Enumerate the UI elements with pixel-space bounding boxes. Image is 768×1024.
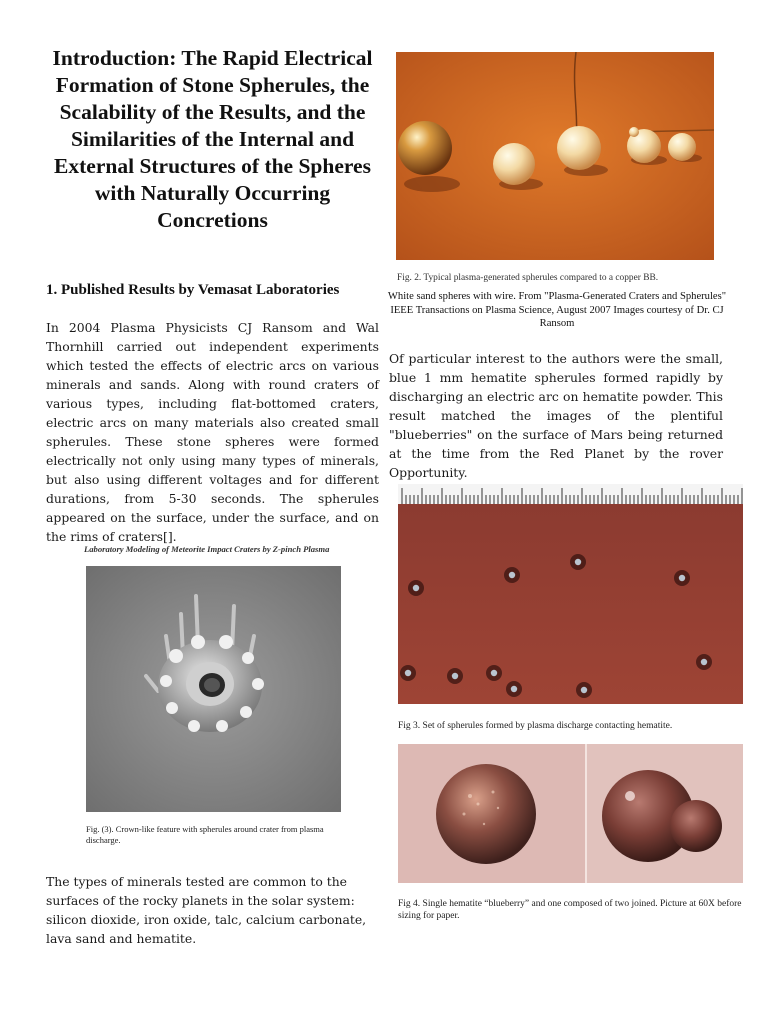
fig2-credit: White sand spheres with wire. From "Plasma-Generated Craters and Spherules" IEEE Transactions on Plasma Science, August 2007 Images courtesy of Dr. CJ Ransom: [387, 291, 727, 329]
blueberry-closeup-image: [398, 744, 743, 883]
fig4-caption: Fig 4. Single hematite “blueberry” and one composed of two joined. Picture at 60X before sizing for paper.: [398, 899, 742, 921]
hematite-image: [398, 484, 743, 704]
section-heading: 1. Published Results by Vemasat Laboratories: [46, 282, 340, 298]
crater-image: [86, 566, 341, 812]
crater-figure-title: Laboratory Modeling of Meteorite Impact Craters by Z-pinch Plasma: [84, 544, 330, 554]
crater-caption: Fig. (3). Crown-like feature with spherules around crater from plasma discharge.: [86, 824, 324, 845]
fig3-caption: Fig 3. Set of spherules formed by plasma discharge contacting hematite.: [398, 721, 673, 731]
spherules-image: [396, 52, 714, 260]
mars-paragraph: Of particular interest to the authors were the small, blue 1 mm hematite spherules formed rapidly by discharging an electric arc on hematite powder. This result matched the images of the plentiful "blueberries" on the surface of Mars being returned at the time from the Red Planet by the rover Opportunity.: [389, 351, 723, 480]
intro-paragraph: In 2004 Plasma Physicists CJ Ransom and Wal Thornhill carried out independent experiments which tested the effects of electric arcs on various minerals and sands. Along with round craters of various types, including flat-bottomed craters, electric arcs on many materials also created small spherules. These stone spheres were formed electrically not only using many types of minerals, but also using different voltages and for different durations, from 5-30 seconds. The spherules appeared on the surface, under the surface, and on the rims of craters[].: [46, 320, 379, 544]
minerals-paragraph: The types of minerals tested are common to the surfaces of the rocky planets in the solar system: silicon dioxide, iron oxide, talc, calcium carbonate, lava sand and hematite.: [46, 874, 367, 946]
page-title: Introduction: The Rapid Electrical Formation of Stone Spherules, the Scalability of the Results, and the Similarities of the Internal and External Structures of the Spheres with Naturally Occurring Concretions: [52, 46, 373, 232]
fig2-caption: Fig. 2. Typical plasma-generated spherules compared to a copper BB.: [397, 273, 659, 283]
